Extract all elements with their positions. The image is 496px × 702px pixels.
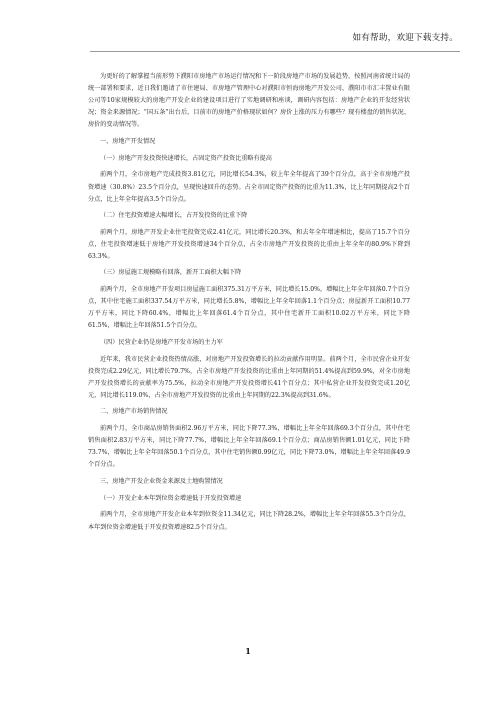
subsection-heading-1-3: （三）房屋施工规模略有回落，新开工面积大幅下降 (100, 269, 242, 277)
section-heading-2: 二、房地产市场销售情况 (100, 408, 168, 416)
section-heading-3: 三、房地产开发企业资金来源及土地购置情况 (100, 477, 223, 485)
body-paragraph: 前两个月，全市房地产完成投资3.81亿元，同比增长54.3%，较上年全年提高了39个百分点，高于全市房地产投资增速（30.8%）23.5个百分点，呈现快速回升的态势。占全市固定资产投资的比重为11.3%，比上年同期提高2个百分点，比上年全年提高3.5个百分点。 (88, 171, 410, 203)
subsection-heading-3-1: （一）开发企业本年到位资金增速低于开发投资增速 (100, 494, 242, 502)
page-number: 1 (245, 646, 251, 656)
subsection-heading-1-1: （一）房地产开发投资快速增长，占固定资产投资比重略有提高 (100, 154, 272, 162)
header-rule (90, 51, 460, 52)
page-header-text: 如有帮助，欢迎下载支持。 (352, 33, 458, 43)
subsection-heading-1-4: （四）民营企业仍是房地产开发市场的主力军 (100, 338, 223, 346)
body-paragraph: 近年来，我市民营企业投资热情高涨，对房地产开发投资增长的拉动贡献作用明显。前两个月，全市民营企业开发投资完成2.29亿元，同比增长79.7%，占全市房地产开发投资的比重由上年同期的51.4%提高到59.9%，对全市房地产开发投资增长的贡献率为75.5%，拉动全市房地产开发投资增长41个百分点；其中私营企业开发投资完成1.20亿元，同比增长119.0%，占全市房地产开发投资的比重由上年同期的22.3%提高到31.6%。 (88, 355, 410, 399)
section-heading-1: 一、房地产开发情况 (100, 137, 156, 145)
subsection-heading-1-2: （二）住宅投资增速大幅增长，占开发投资的比重下降 (100, 211, 248, 219)
intro-paragraph: 为更好的了解掌握当前形势下濮阳市房地产市场运行情况和下一阶段房地产市场的发展趋势，按照河南省统计局的统一部署和要求，近日我们邀请了市住建局、市房地产管理中心对濮阳市恒海房地产开发公司、濮阳市市汇丰置业有限公司等10家规模较大的房地产开发企业的建设项目进行了实地调研和座谈，调研内容包括：房地产企业的开发经营状况；资金来源情况；“国五条”出台后，目前市的房地产价格现状如何？房价上涨的压力有哪些？现有楼盘的销售状况、房价的变动情况等。 (88, 73, 410, 129)
body-paragraph: 前两个月，房地产开发企业住宅投资完成2.41亿元，同比增长20.3%，和去年全年增速相比，提高了15.7个百分点，住宅投资增速低于房地产开发投资增速34个百分点，占全市房地产开发投资的比重由上年全年的80.9%下降到63.3%。 (88, 228, 410, 260)
body-paragraph: 前两个月，全市房地产开发企业本年到位资金11.34亿元，同比下降28.2%，增幅比上年全年回落55.3个百分点，本年到位资金增速低于开发投资增速82.5个百分点。 (88, 511, 410, 531)
body-paragraph: 前两个月，全市商品房销售面积2.96万平方米，同比下降77.3%，增幅比上年全年回落69.3个百分点，其中住宅销售面积2.83万平方米，同比下降77.7%，增幅比上年全年回落69.1个百分点；商品房销售额1.01亿元，同比下降73.7%，增幅比上年全年回落50.1个百分点，其中住宅销售额0.99亿元，同比下降73.0%，增幅比上年全年回落49.9个百分点。 (88, 425, 410, 469)
document-body (88, 71, 410, 538)
body-paragraph: 前两个月，全市房地产开发项目房屋施工面积375.31万平方米，同比增长15.0%，增幅比上年全年回落0.7个百分点，其中住宅施工面积337.54万平方米，同比增长5.8%，增幅比上年全年回落1.1个百分点；房屋新开工面积10.77万平方米，同比下降60.4%，增幅比上年回落61.4个百分点，其中住宅新开工面积10.02万平方米，同比下降61.5%，增幅比上年回落51.5个百分点。 (88, 286, 410, 330)
